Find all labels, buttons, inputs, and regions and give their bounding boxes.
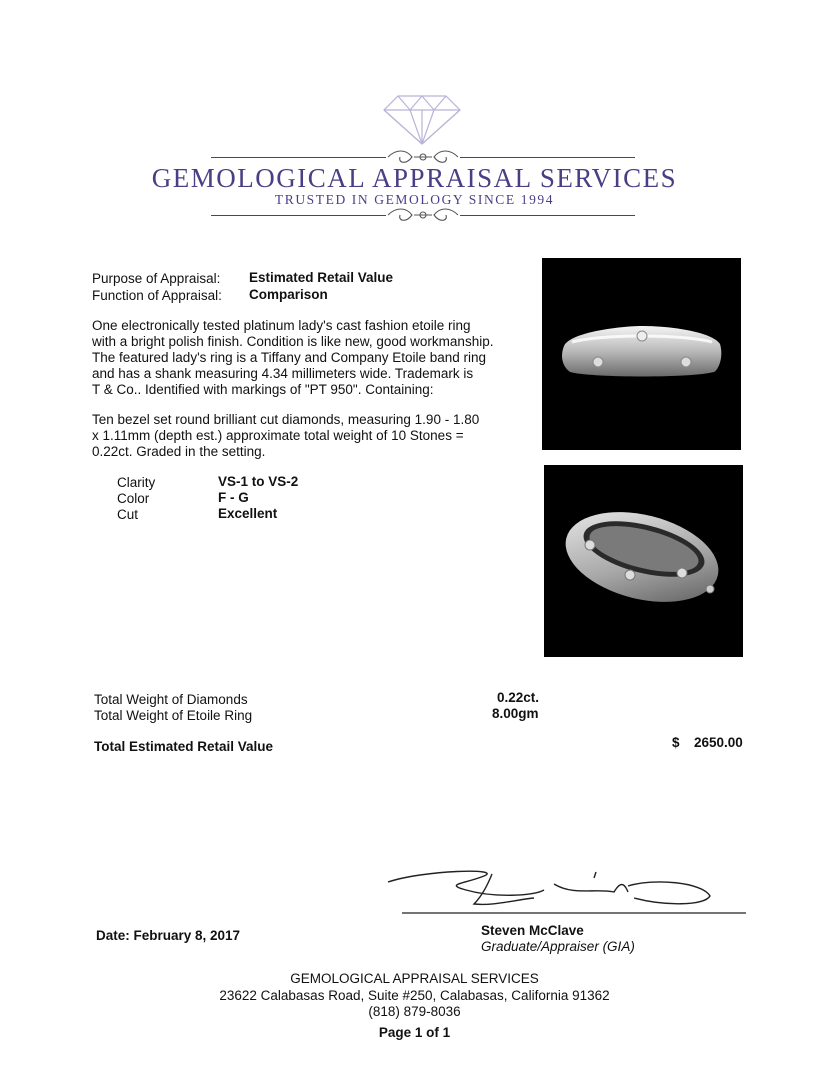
- page-number: Page 1 of 1: [378, 1025, 451, 1040]
- appraisal-date: Date: February 8, 2017: [96, 928, 241, 943]
- currency-symbol: $: [672, 735, 680, 750]
- purpose-value: Estimated Retail Value: [249, 270, 394, 285]
- grade-label-cut: Cut: [117, 507, 139, 522]
- appraiser-signature: [384, 866, 748, 916]
- header-rule-bottom-right: [460, 215, 635, 216]
- footer-company: GEMOLOGICAL APPRAISAL SERVICES: [290, 971, 539, 986]
- total-retail-label: Total Estimated Retail Value: [94, 739, 274, 754]
- header-rule-top-left: [211, 157, 386, 158]
- function-label: Function of Appraisal:: [92, 288, 222, 303]
- appraiser-title: Graduate/Appraiser (GIA): [481, 939, 635, 954]
- appraiser-name: Steven McClave: [481, 923, 584, 938]
- total-ring-value: 8.00gm: [492, 706, 539, 721]
- grade-value-color: F - G: [218, 490, 249, 505]
- ring-photo-front: [542, 258, 741, 450]
- header-rule-top-right: [460, 157, 635, 158]
- total-diamonds-label: Total Weight of Diamonds: [94, 692, 248, 707]
- company-name-heading: GEMOLOGICAL APPRAISAL SERVICES: [151, 163, 678, 193]
- total-ring-label: Total Weight of Etoile Ring: [94, 708, 253, 723]
- total-retail-value: 2650.00: [694, 735, 743, 750]
- diamond-description: Ten bezel set round brilliant cut diamonds, measuring 1.90 - 1.80 x 1.11mm (depth est.) approximate total weight of 10 Stones = 0.22ct. Graded in the setting.: [92, 412, 480, 459]
- footer-address: 23622 Calabasas Road, Suite #250, Calabasas, California 91362: [219, 988, 610, 1003]
- grade-value-cut: Excellent: [218, 506, 278, 521]
- ring-photo-angle: [544, 465, 743, 657]
- flourish-bottom-icon: [386, 206, 460, 224]
- header-rule-bottom-left: [211, 215, 386, 216]
- grade-label-clarity: Clarity: [117, 475, 156, 490]
- company-tagline: TRUSTED IN GEMOLOGY SINCE 1994: [274, 192, 555, 207]
- total-diamonds-value: 0.22ct.: [497, 690, 540, 705]
- footer-phone: (818) 879-8036: [368, 1004, 461, 1019]
- grade-value-clarity: VS-1 to VS-2: [218, 474, 299, 489]
- grade-label-color: Color: [117, 491, 150, 506]
- purpose-label: Purpose of Appraisal:: [92, 271, 221, 286]
- ring-description: One electronically tested platinum lady's cast fashion etoile ring with a bright polish finish. Condition is like new, good workmanship. The featured lady's ring is a Tiffany and Company Etoile band ring and has a shank measuring 4.34 millimeters wide. Trademark is T & Co.. Identified with markings of "PT 950". Containing:: [92, 318, 494, 397]
- function-value: Comparison: [249, 287, 328, 302]
- diamond-logo-icon: [382, 94, 462, 146]
